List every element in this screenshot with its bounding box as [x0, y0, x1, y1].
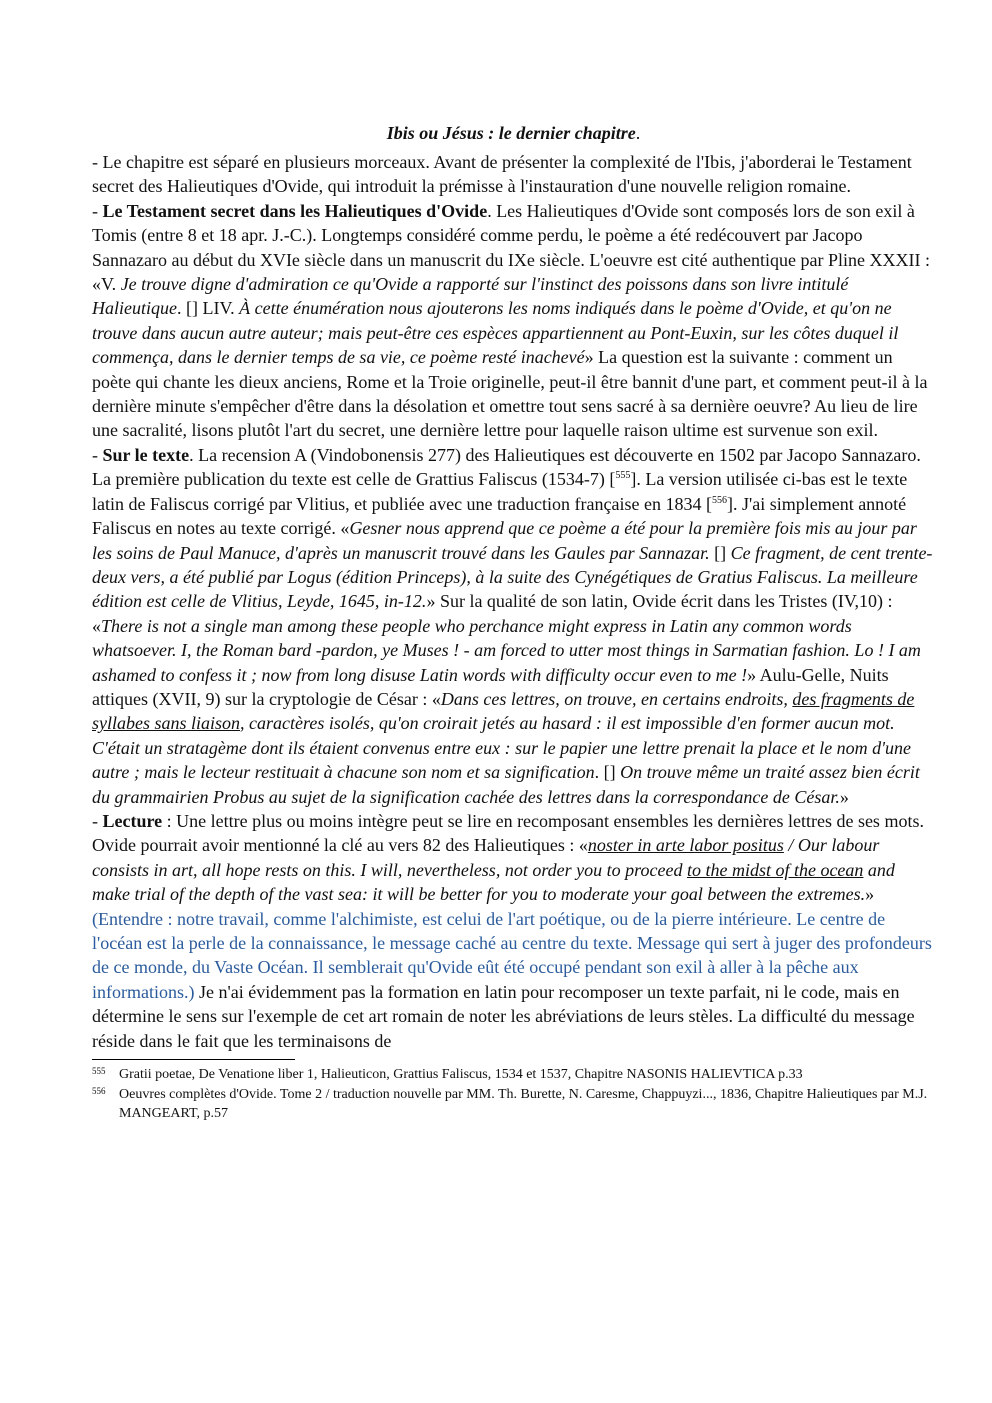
bullet-dash: -: [92, 200, 103, 221]
body-text: ]. La version utilisée ci-bas est le texte latin de Faliscus corrigé par Vlitius, et publiée avec une traduction française en 1834 [: [92, 469, 908, 514]
quote-gesner: Gesner nous apprend que ce poème a été pour la première fois mis au jour par les soins de Paul Manuce, d'après un manuscrit trouvé dans les Gaules par Sannazar.: [92, 518, 917, 563]
body-text: » Aulu-Gelle, Nuits attiques (XVII, 9) sur la cryptologie de César : «: [92, 664, 889, 709]
footnote-ref-556[interactable]: 556: [711, 494, 727, 506]
body-text: ]. J'ai simplement annoté Faliscus en notes au texte corrigé. «: [92, 493, 907, 539]
quote-pline-1: Je trouve digne d'admiration ce qu'Ovide a rapporté sur l'instinct des poissons dans son livre intitulé Halieutique: [92, 274, 849, 319]
quote-fragment: Ce fragment, de cent trente-deux vers, a été publié par Logus (édition Princeps), à la suite des Cynégétiques de Gratius Faliscus. La meilleure édition est celle de Vlitius, Leyde, 1645, in-12.: [92, 542, 933, 612]
chapter-title: [92, 120, 935, 146]
body-text: . Les Halieutiques d'Ovide sont composés lors de son exil à Tomis (entre 8 et 18 apr. J.-C.). Longtemps considéré comme perdu, le poème a été redécouvert par Jacopo Sannazaro au début du XVIe siècle dans un manuscrit du IXe siècle. L'oeuvre est cité authentique par Pline XXXII : «V.: [92, 200, 930, 295]
body-text: . La recension A (Vindobonensis 277) des Halieutiques est découverte en 1502 par Jacopo Sannazaro. La première publication du texte est celle de Grattius Faliscus (1534-7) [: [92, 444, 921, 490]
commentary-blue: (Entendre : notre travail, comme l'alchimiste, est celui de l'art poétique, ou de la pierre intérieure. Le centre de l'océan est la perle de la connaissance, le message caché au centre du texte. Message qui sert à juger des profondeurs de ce monde, du Vaste Océan. Il semblerait qu'Ovide eût été occupé pendant son exil à aller à la pêche aux informations.): [92, 908, 932, 1002]
lecture-paragraph: [92, 809, 935, 1053]
intro-paragraph: - Le chapitre est séparé en plusieurs morceaux. Avant de présenter la complexité de l'Ibis, j'aborderai le Testament secret des Halieutiques d'Ovide, qui introduit la prémisse à l'instauration d'une nouvelle religion romaine.: [92, 152, 912, 197]
bullet-dash: -: [92, 810, 103, 831]
quote-halieutiques: / Our labour consists in art, all hope rests on this. I will, nevertheless, not order you to proceed: [92, 835, 880, 880]
body-text: »: [865, 884, 875, 905]
body-text: []: [709, 542, 731, 563]
section-heading-texte: Sur le texte: [102, 444, 190, 465]
footnote-555: [92, 1065, 935, 1084]
body-text: : Une lettre plus ou moins intègre peut se lire en recomposant ensembles les dernières lettres de ses mots. Ovide pourrait avoir mentionné la clé au vers 82 des Halieutiques : «: [92, 810, 924, 856]
footnote-separator: [92, 1059, 295, 1060]
texte-paragraph: [92, 443, 935, 809]
footnote-text: Gratii poetae, De Venatione liber 1, Halieuticon, Grattius Faliscus, 1534 et 1537, Chapitre NASONIS HALIEVTICA p.33: [119, 1067, 803, 1083]
body-text: » La question est la suivante : comment un poète qui chante les dieux anciens, Rome et la Troie originelle, peut-il être bannit d'une part, et comment peut-il à la dernière minute s'empêcher d'être dans la désolation et omettre tout sens sacré à sa dernière oeuvre? Au lieu de lire une sacralité, lisons plutôt l'art du secret, une dernière lettre pour laquelle raison ultime est survenue son exil.: [92, 347, 928, 441]
document-page: [92, 120, 935, 1124]
bullet-dash: -: [92, 444, 103, 465]
footnote-number: 555: [92, 1066, 106, 1077]
chapter-title-text: Ibis ou Jésus : le dernier chapitre: [386, 123, 636, 143]
quote-aulu-gelle-underlined: des fragments de syllabes sans liaison: [92, 688, 915, 734]
footnote-text: Oeuvres complètes d'Ovide. Tome 2 / traduction nouvelle par MM. Th. Burette, N. Caresme, Chappuyzi..., 1836, Chapitre Halieutiques par M.J. MANGEART, p.57: [119, 1087, 928, 1122]
quote-ocean-underlined: to the midst of the ocean: [686, 859, 864, 880]
testament-paragraph: [92, 199, 935, 443]
body-text: . []: [594, 762, 621, 783]
quote-probus: On trouve même un traité assez bien écrit du grammairien Probus au sujet de la signification cachée des lettres dans la correspondance de César.: [92, 762, 920, 807]
quote-latin-underlined: noster in arte labor positus: [587, 835, 784, 856]
section-heading-lecture: Lecture: [102, 810, 163, 831]
chapter-title-punct: .: [635, 123, 641, 143]
body-text: » Sur la qualité de son latin, Ovide écrit dans les Tristes (IV,10) : «: [92, 591, 893, 636]
body-text: . [] LIV.: [176, 298, 240, 319]
body-text: »: [839, 786, 849, 807]
footnote-556: [92, 1085, 935, 1123]
quote-halieutiques: and make trial of the depth of the vast sea: it will be better for you to moderate your goal between the extremes.: [92, 859, 895, 905]
body-text: Je n'ai évidemment pas la formation en latin pour recomposer un texte parfait, ni le code, mais en détermine le sens sur l'exemple de cet art romain de noter les abréviations de leurs stèles. La difficulté du message réside dans le fait que les terminaisons de: [92, 981, 915, 1051]
quote-tristes: There is not a single man among these people who perchance might express in Latin any common words whatsoever. I, the Roman bard -pardon, ye Muses ! - am forced to utter most things in Sarmatian fashion. Lo ! I am ashamed to confess it ; now from long disuse Latin words with difficulty occur even to me !: [92, 615, 921, 685]
footnote-number: 556: [92, 1086, 106, 1097]
quote-aulu-gelle: Dans ces lettres, on trouve, en certains endroits,: [440, 688, 793, 709]
quote-aulu-gelle: , caractères isolés, qu'on croirait jetés au hasard : il est impossible d'en former aucun mot. C'était un stratagème dont ils étaient convenus entre eux : sur le papier une lettre prenait la place et le nom d'une autre ; mais le lecteur restituait à chacune son nom et sa signification: [92, 713, 912, 783]
footnote-ref-555[interactable]: 555: [615, 470, 631, 482]
quote-pline-2: À cette énumération nous ajouterons les noms indiqués dans le poème d'Ovide, et qu'on ne trouve dans aucun autre auteur; mais peut-être ces espèces appartiennent au Pont-Euxin, sur les côtes duquel il commença, dans le dernier temps de sa vie, ce poème resté inachevé: [92, 298, 899, 368]
section-heading-testament: Le Testament secret dans les Halieutiques d'Ovide: [102, 200, 488, 221]
